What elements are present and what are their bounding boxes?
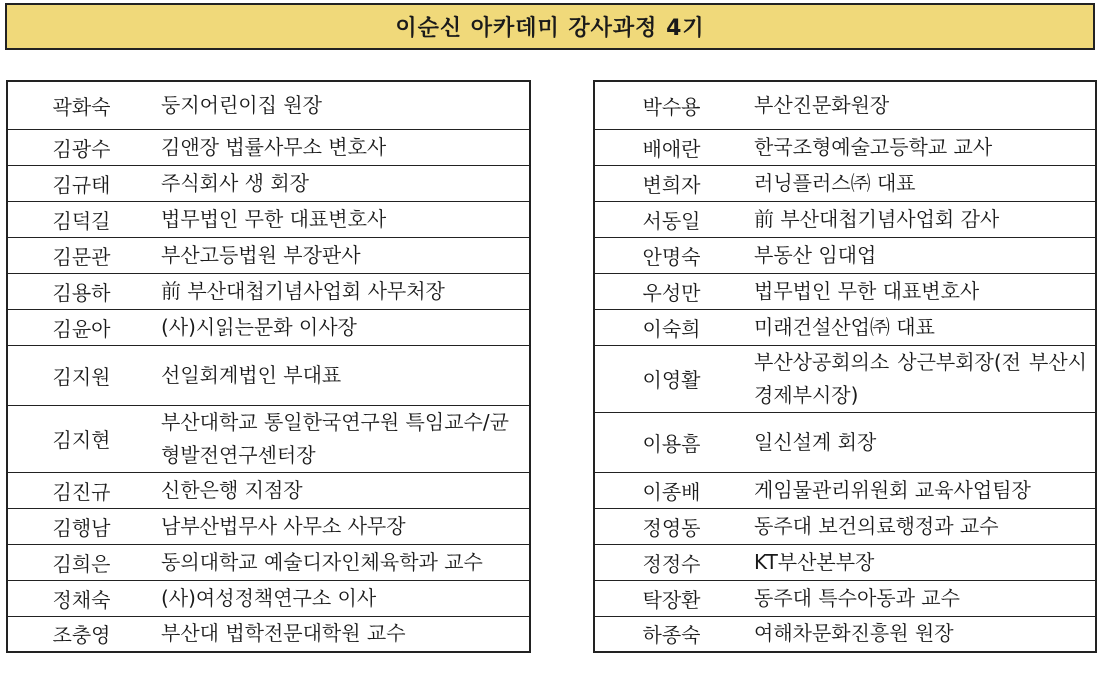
- member-position: 부산진문화원장: [748, 81, 1096, 129]
- member-name: 김규태: [7, 165, 155, 201]
- member-name: 정영동: [594, 508, 748, 544]
- member-position: KT부산본부장: [748, 544, 1096, 580]
- member-position: 남부산법무사 사무소 사무장: [155, 508, 530, 544]
- member-position: (사)시읽는문화 이사장: [155, 309, 530, 345]
- member-name: 배애란: [594, 129, 748, 165]
- roster-table-left: [6, 80, 531, 653]
- member-position: 법무법인 무한 대표변호사: [155, 201, 530, 237]
- member-name: 김용하: [7, 273, 155, 309]
- table-row: [7, 580, 530, 616]
- table-row: [7, 165, 530, 201]
- member-name: 김지원: [7, 345, 155, 405]
- table-row: [594, 81, 1096, 129]
- member-name: 곽화숙: [7, 81, 155, 129]
- member-position: 前 부산대첩기념사업회 사무처장: [155, 273, 530, 309]
- table-row: [7, 309, 530, 345]
- table-row: [7, 544, 530, 580]
- member-position: 게임물관리위원회 교육사업팀장: [748, 472, 1096, 508]
- table-row: [7, 616, 530, 652]
- member-position: 부산대 법학전문대학원 교수: [161, 621, 406, 646]
- member-position: 법무법인 무한 대표변호사: [748, 273, 1096, 309]
- table-row: [7, 129, 530, 165]
- member-position: 동의대학교 예술디자인체육학과 교수: [155, 544, 530, 580]
- member-name: 김광수: [7, 129, 155, 165]
- table-row: [594, 508, 1096, 544]
- table-row: [594, 544, 1096, 580]
- table-row: [7, 345, 530, 405]
- table-row: [594, 237, 1096, 273]
- member-name: 하종숙: [642, 623, 701, 648]
- table-row: [594, 129, 1096, 165]
- member-name: 정정수: [594, 544, 748, 580]
- member-position: 둥지어린이집 원장: [155, 81, 530, 129]
- table-row: [594, 273, 1096, 309]
- table-row: [7, 81, 530, 129]
- member-position: 前 부산대첩기념사업회 감사: [748, 201, 1096, 237]
- table-row: [594, 580, 1096, 616]
- table-row: [594, 345, 1096, 412]
- table-row: [594, 472, 1096, 508]
- member-position: 부동산 임대업: [748, 237, 1096, 273]
- member-name: 이용흠: [594, 412, 748, 472]
- member-name: 이종배: [594, 472, 748, 508]
- roster-table-right: [593, 80, 1097, 653]
- member-name: 김문관: [7, 237, 155, 273]
- member-name: 김덕길: [7, 201, 155, 237]
- member-position: (사)여성정책연구소 이사: [155, 580, 530, 616]
- member-name: 이영활: [594, 345, 748, 412]
- member-name: 서동일: [594, 201, 748, 237]
- member-name: 탁장환: [594, 580, 748, 616]
- member-position: 동주대 보건의료행정과 교수: [748, 508, 1096, 544]
- member-position: 부산상공회의소 상근부회장(전 부산시 경제부시장): [748, 345, 1096, 412]
- table-row: [7, 508, 530, 544]
- member-name: 김지현: [7, 405, 155, 472]
- member-position: 여해차문화진흥원 원장: [754, 621, 954, 646]
- table-row: [594, 309, 1096, 345]
- member-position: 김앤장 법률사무소 변호사: [155, 129, 530, 165]
- member-position: 부산고등법원 부장판사: [155, 237, 530, 273]
- member-position: 신한은행 지점장: [155, 472, 530, 508]
- member-position: 주식회사 생 회장: [155, 165, 530, 201]
- member-name: 이숙희: [594, 309, 748, 345]
- member-name: 김희은: [7, 544, 155, 580]
- member-name: 김행남: [7, 508, 155, 544]
- member-position: 러닝플러스㈜ 대표: [748, 165, 1096, 201]
- table-row: [7, 405, 530, 472]
- table-row: [594, 616, 1096, 652]
- member-name: 안명숙: [594, 237, 748, 273]
- member-name: 정채숙: [7, 580, 155, 616]
- member-position: 미래건설산업㈜ 대표: [748, 309, 1096, 345]
- member-position: 일신설계 회장: [748, 412, 1096, 472]
- table-row: [7, 273, 530, 309]
- page-title: 이순신 아카데미 강사과정 4기: [5, 3, 1095, 50]
- member-position: 한국조형예술고등학교 교사: [748, 129, 1096, 165]
- table-row: [594, 412, 1096, 472]
- member-name: 김윤아: [7, 309, 155, 345]
- member-position: 동주대 특수아동과 교수: [748, 580, 1096, 616]
- table-row: [594, 165, 1096, 201]
- member-name: 변희자: [594, 165, 748, 201]
- member-position: 부산대학교 통일한국연구원 특임교수/균형발전연구센터장: [155, 405, 530, 472]
- member-name: 우성만: [594, 273, 748, 309]
- member-name: 조충영: [52, 623, 111, 648]
- member-name: 김진규: [7, 472, 155, 508]
- member-name: 박수용: [594, 81, 748, 129]
- table-row: [7, 237, 530, 273]
- table-row: [7, 201, 530, 237]
- table-row: [7, 472, 530, 508]
- table-row: [594, 201, 1096, 237]
- member-position: 선일회계법인 부대표: [155, 345, 530, 405]
